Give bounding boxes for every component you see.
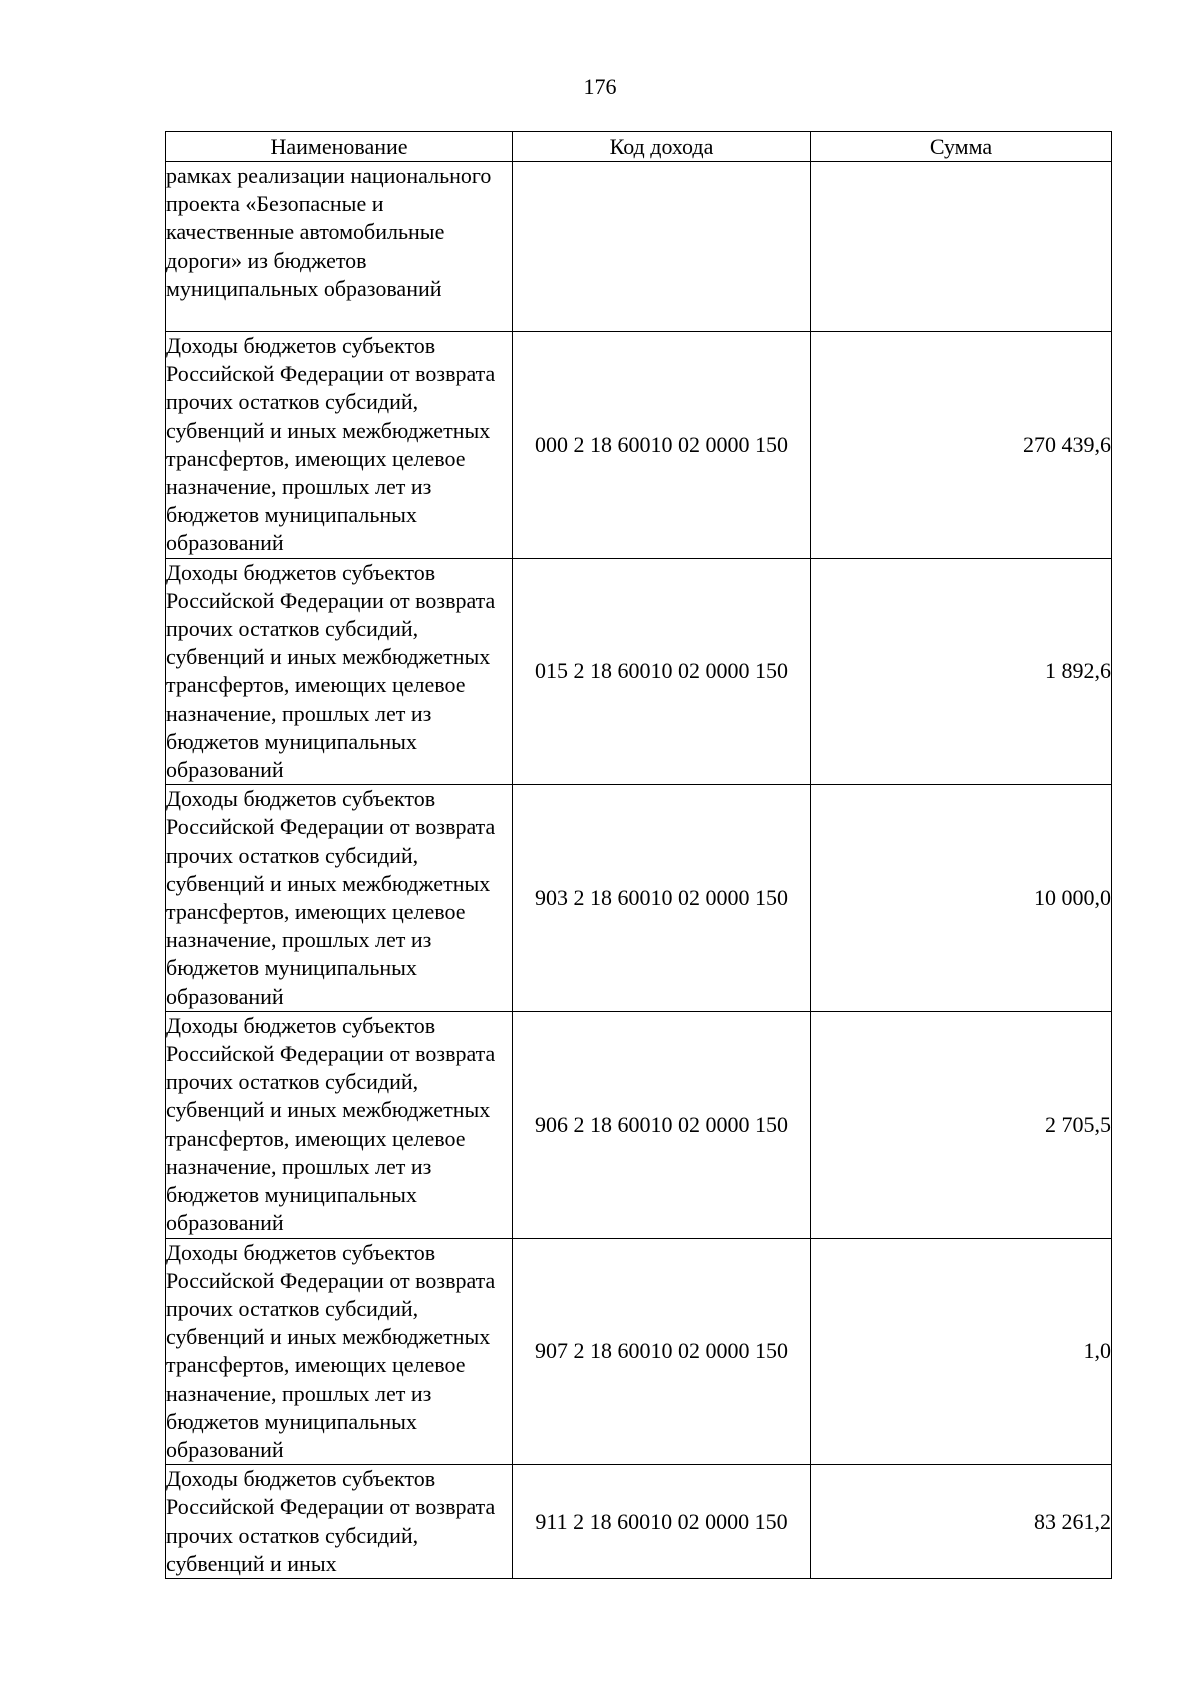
row-name: Доходы бюджетов субъектов Российской Федерации от возврата прочих остатков субсидий, субвенций и иных: [166, 1465, 513, 1579]
row-code: [513, 162, 811, 332]
row-name: Доходы бюджетов субъектов Российской Федерации от возврата прочих остатков субсидий, субвенций и иных межбюджетных трансфертов, имеющих целевое назначение, прошлых лет из бюджетов муниципальных образований: [166, 332, 513, 559]
table-row: [166, 558, 1112, 785]
row-sum: 1,0: [811, 1238, 1112, 1465]
row-name: Доходы бюджетов субъектов Российской Федерации от возврата прочих остатков субсидий, субвенций и иных межбюджетных трансфертов, имеющих целевое назначение, прошлых лет из бюджетов муниципальных образований: [166, 1238, 513, 1465]
header-sum: Сумма: [811, 132, 1112, 162]
header-name: Наименование: [166, 132, 513, 162]
row-code: 903 2 18 60010 02 0000 150: [513, 785, 811, 1012]
row-name: рамках реализации национального проекта «Безопасные и качественные автомобильные дороги» из бюджетов муниципальных образований: [166, 162, 513, 332]
table-row: [166, 785, 1112, 1012]
row-sum: 83 261,2: [811, 1465, 1112, 1579]
row-code: 907 2 18 60010 02 0000 150: [513, 1238, 811, 1465]
table-row: [166, 332, 1112, 559]
table-row: [166, 1465, 1112, 1579]
row-code: 911 2 18 60010 02 0000 150: [513, 1465, 811, 1579]
table-row: [166, 1011, 1112, 1238]
row-name: Доходы бюджетов субъектов Российской Федерации от возврата прочих остатков субсидий, субвенций и иных межбюджетных трансфертов, имеющих целевое назначение, прошлых лет из бюджетов муниципальных образований: [166, 558, 513, 785]
page-number: 176: [583, 74, 617, 99]
header-code: Код дохода: [513, 132, 811, 162]
row-sum: 270 439,6: [811, 332, 1112, 559]
row-sum: [811, 162, 1112, 332]
row-name: Доходы бюджетов субъектов Российской Федерации от возврата прочих остатков субсидий, субвенций и иных межбюджетных трансфертов, имеющих целевое назначение, прошлых лет из бюджетов муниципальных образований: [166, 1011, 513, 1238]
row-sum: 1 892,6: [811, 558, 1112, 785]
row-sum: 2 705,5: [811, 1011, 1112, 1238]
table-row: [166, 162, 1112, 332]
row-sum: 10 000,0: [811, 785, 1112, 1012]
table-header-row: [166, 132, 1112, 162]
table-row: [166, 1238, 1112, 1465]
revenue-table: [165, 131, 1112, 1579]
row-name: Доходы бюджетов субъектов Российской Федерации от возврата прочих остатков субсидий, субвенций и иных межбюджетных трансфертов, имеющих целевое назначение, прошлых лет из бюджетов муниципальных образований: [166, 785, 513, 1012]
row-code: 906 2 18 60010 02 0000 150: [513, 1011, 811, 1238]
row-code: 015 2 18 60010 02 0000 150: [513, 558, 811, 785]
row-code: 000 2 18 60010 02 0000 150: [513, 332, 811, 559]
